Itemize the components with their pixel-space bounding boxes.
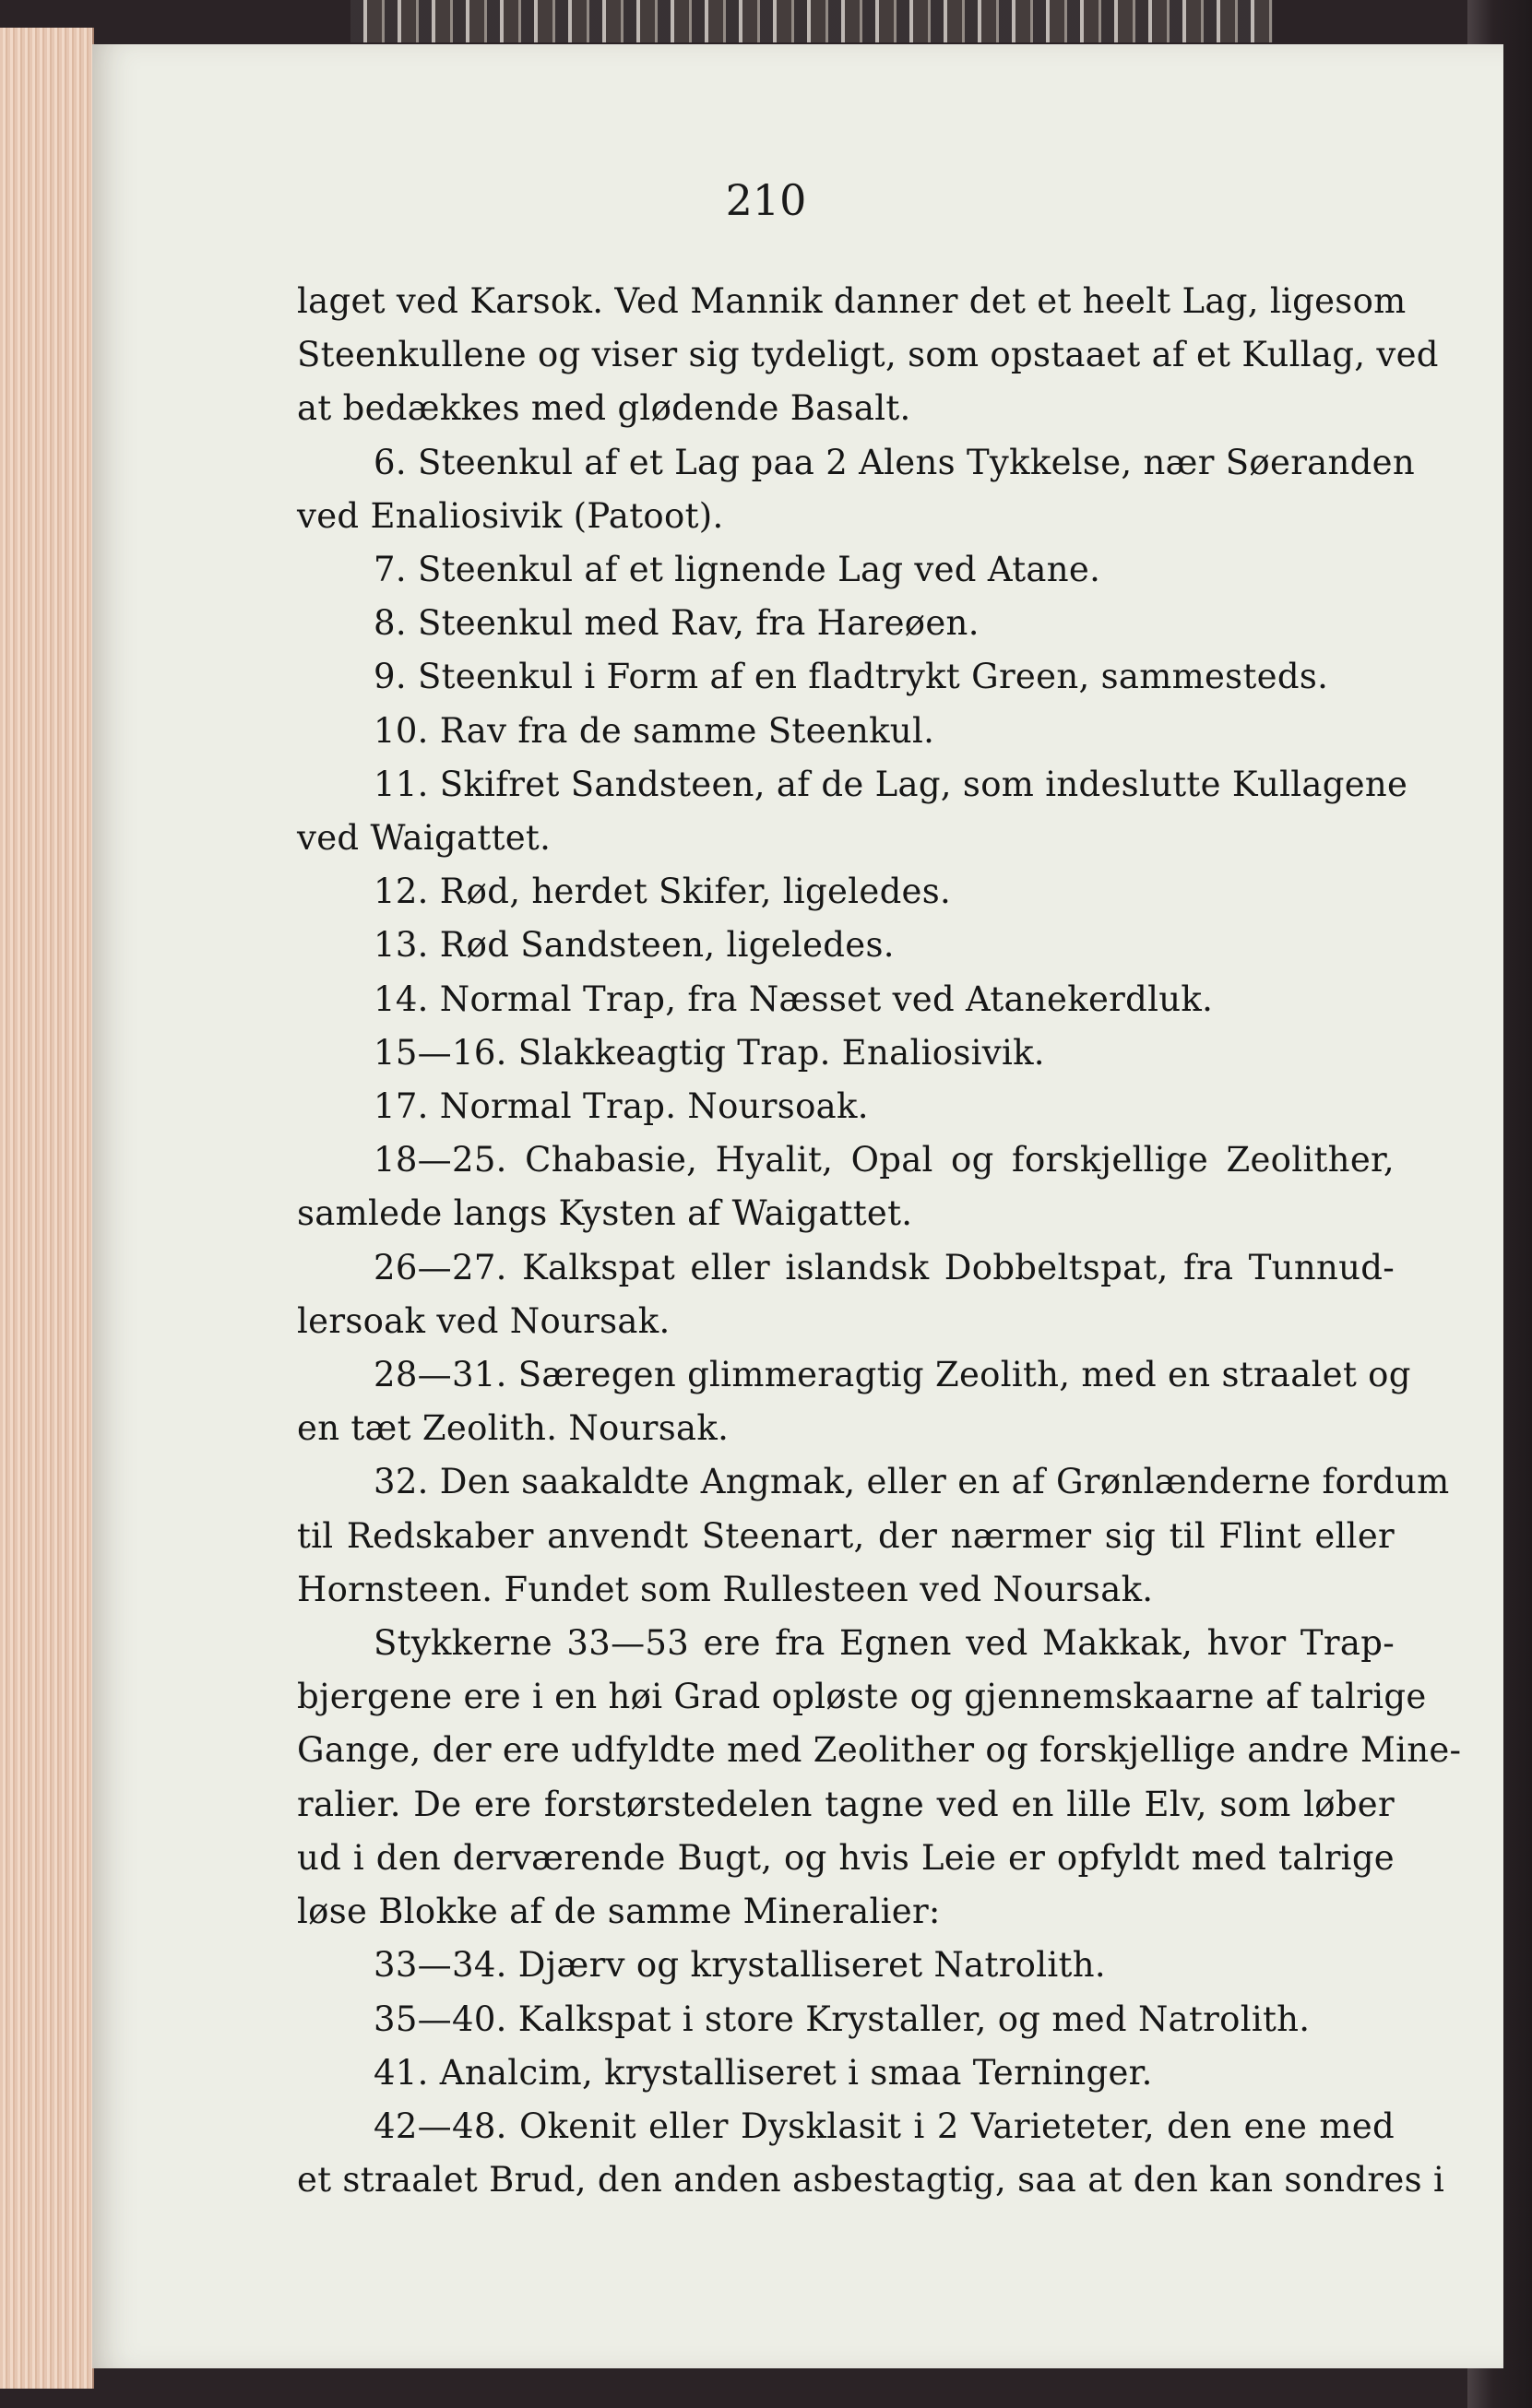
- text-line: 12. Rød, herdet Skifer, ligeledes.: [374, 872, 952, 912]
- text-line: 28—31. Særegen glimmeragtig Zeolith, med en straalet og: [374, 1355, 1411, 1395]
- text-line: til Redskaber anvendt Steenart, der nærmer sig til Flint eller: [297, 1515, 1395, 1556]
- book-spine-top: [350, 0, 1273, 42]
- text-line: 35—40. Kalkspat i store Krystaller, og med Natrolith.: [374, 1999, 1311, 2039]
- text-line: ud i den derværende Bugt, og hvis Leie er opfyldt med talrige: [297, 1837, 1395, 1878]
- text-line: 14. Normal Trap, fra Næsset ved Atanekerdluk.: [374, 979, 1214, 1019]
- text-line: en tæt Zeolith. Noursak.: [297, 1408, 730, 1449]
- text-line: et straalet Brud, den anden asbestagtig, saa at den kan sondres i: [297, 2160, 1445, 2200]
- text-line: 7. Steenkul af et lignende Lag ved Atane.: [374, 550, 1101, 590]
- text-line: 8. Steenkul med Rav, fra Hareøen.: [374, 603, 980, 644]
- text-line: ved Enaliosivik (Patoot).: [297, 495, 724, 536]
- text-line: laget ved Karsok. Ved Mannik danner det et heelt Lag, ligesom: [297, 281, 1407, 321]
- text-line: 41. Analcim, krystalliseret i smaa Terninger.: [374, 2052, 1153, 2093]
- text-line: 32. Den saakaldte Angmak, eller en af Grønlænderne fordum: [374, 1462, 1450, 1502]
- text-line: 9. Steenkul i Form af en fladtrykt Green, sammesteds.: [374, 657, 1329, 697]
- text-line: Steenkullene og viser sig tydeligt, som opstaaet af et Kullag, ved: [297, 335, 1439, 375]
- text-line: 6. Steenkul af et Lag paa 2 Alens Tykkelse, nær Søeranden: [374, 442, 1415, 482]
- text-line: Gange, der ere udfyldte med Zeolither og forskjellige andre Mine-: [297, 1730, 1462, 1771]
- text-line: 42—48. Okenit eller Dysklasit i 2 Varieteter, den ene med: [374, 2106, 1395, 2146]
- text-line: Stykkerne 33—53 ere fra Egnen ved Makkak, hvor Trap-: [374, 1623, 1395, 1664]
- text-line: ralier. De ere forstørstedelen tagne ved en lille Elv, som løber: [297, 1784, 1395, 1824]
- text-line: Hornsteen. Fundet som Rullesteen ved Noursak.: [297, 1569, 1154, 1609]
- text-line: 18—25. Chabasie, Hyalit, Opal og forskjellige Zeolither,: [374, 1140, 1395, 1180]
- text-line: 11. Skifret Sandsteen, af de Lag, som indeslutte Kullagene: [374, 764, 1408, 804]
- text-line: 13. Rød Sandsteen, ligeledes.: [374, 925, 895, 966]
- page-number: 210: [725, 175, 807, 225]
- text-line: 17. Normal Trap. Noursoak.: [374, 1086, 869, 1127]
- text-line: 26—27. Kalkspat eller islandsk Dobbeltspat, fra Tunnud-: [374, 1247, 1395, 1287]
- page-stack-edge: [0, 28, 94, 2389]
- text-line: 15—16. Slakkeagtig Trap. Enaliosivik.: [374, 1032, 1045, 1073]
- text-line: bjergene ere i en høi Grad opløste og gjennemskaarne af talrige: [297, 1677, 1427, 1717]
- text-line: 10. Rav fra de samme Steenkul.: [374, 710, 935, 751]
- page-body-text: [297, 275, 1462, 2207]
- text-line: samlede langs Kysten af Waigattet.: [297, 1193, 913, 1234]
- text-line: at bedækkes med glødende Basalt.: [297, 388, 911, 429]
- text-line: 33—34. Djærv og krystalliseret Natrolith.: [374, 1945, 1106, 1986]
- text-line: lersoak ved Noursak.: [297, 1300, 671, 1341]
- text-line: ved Waigattet.: [297, 818, 552, 859]
- text-line: løse Blokke af de samme Mineralier:: [297, 1892, 941, 1932]
